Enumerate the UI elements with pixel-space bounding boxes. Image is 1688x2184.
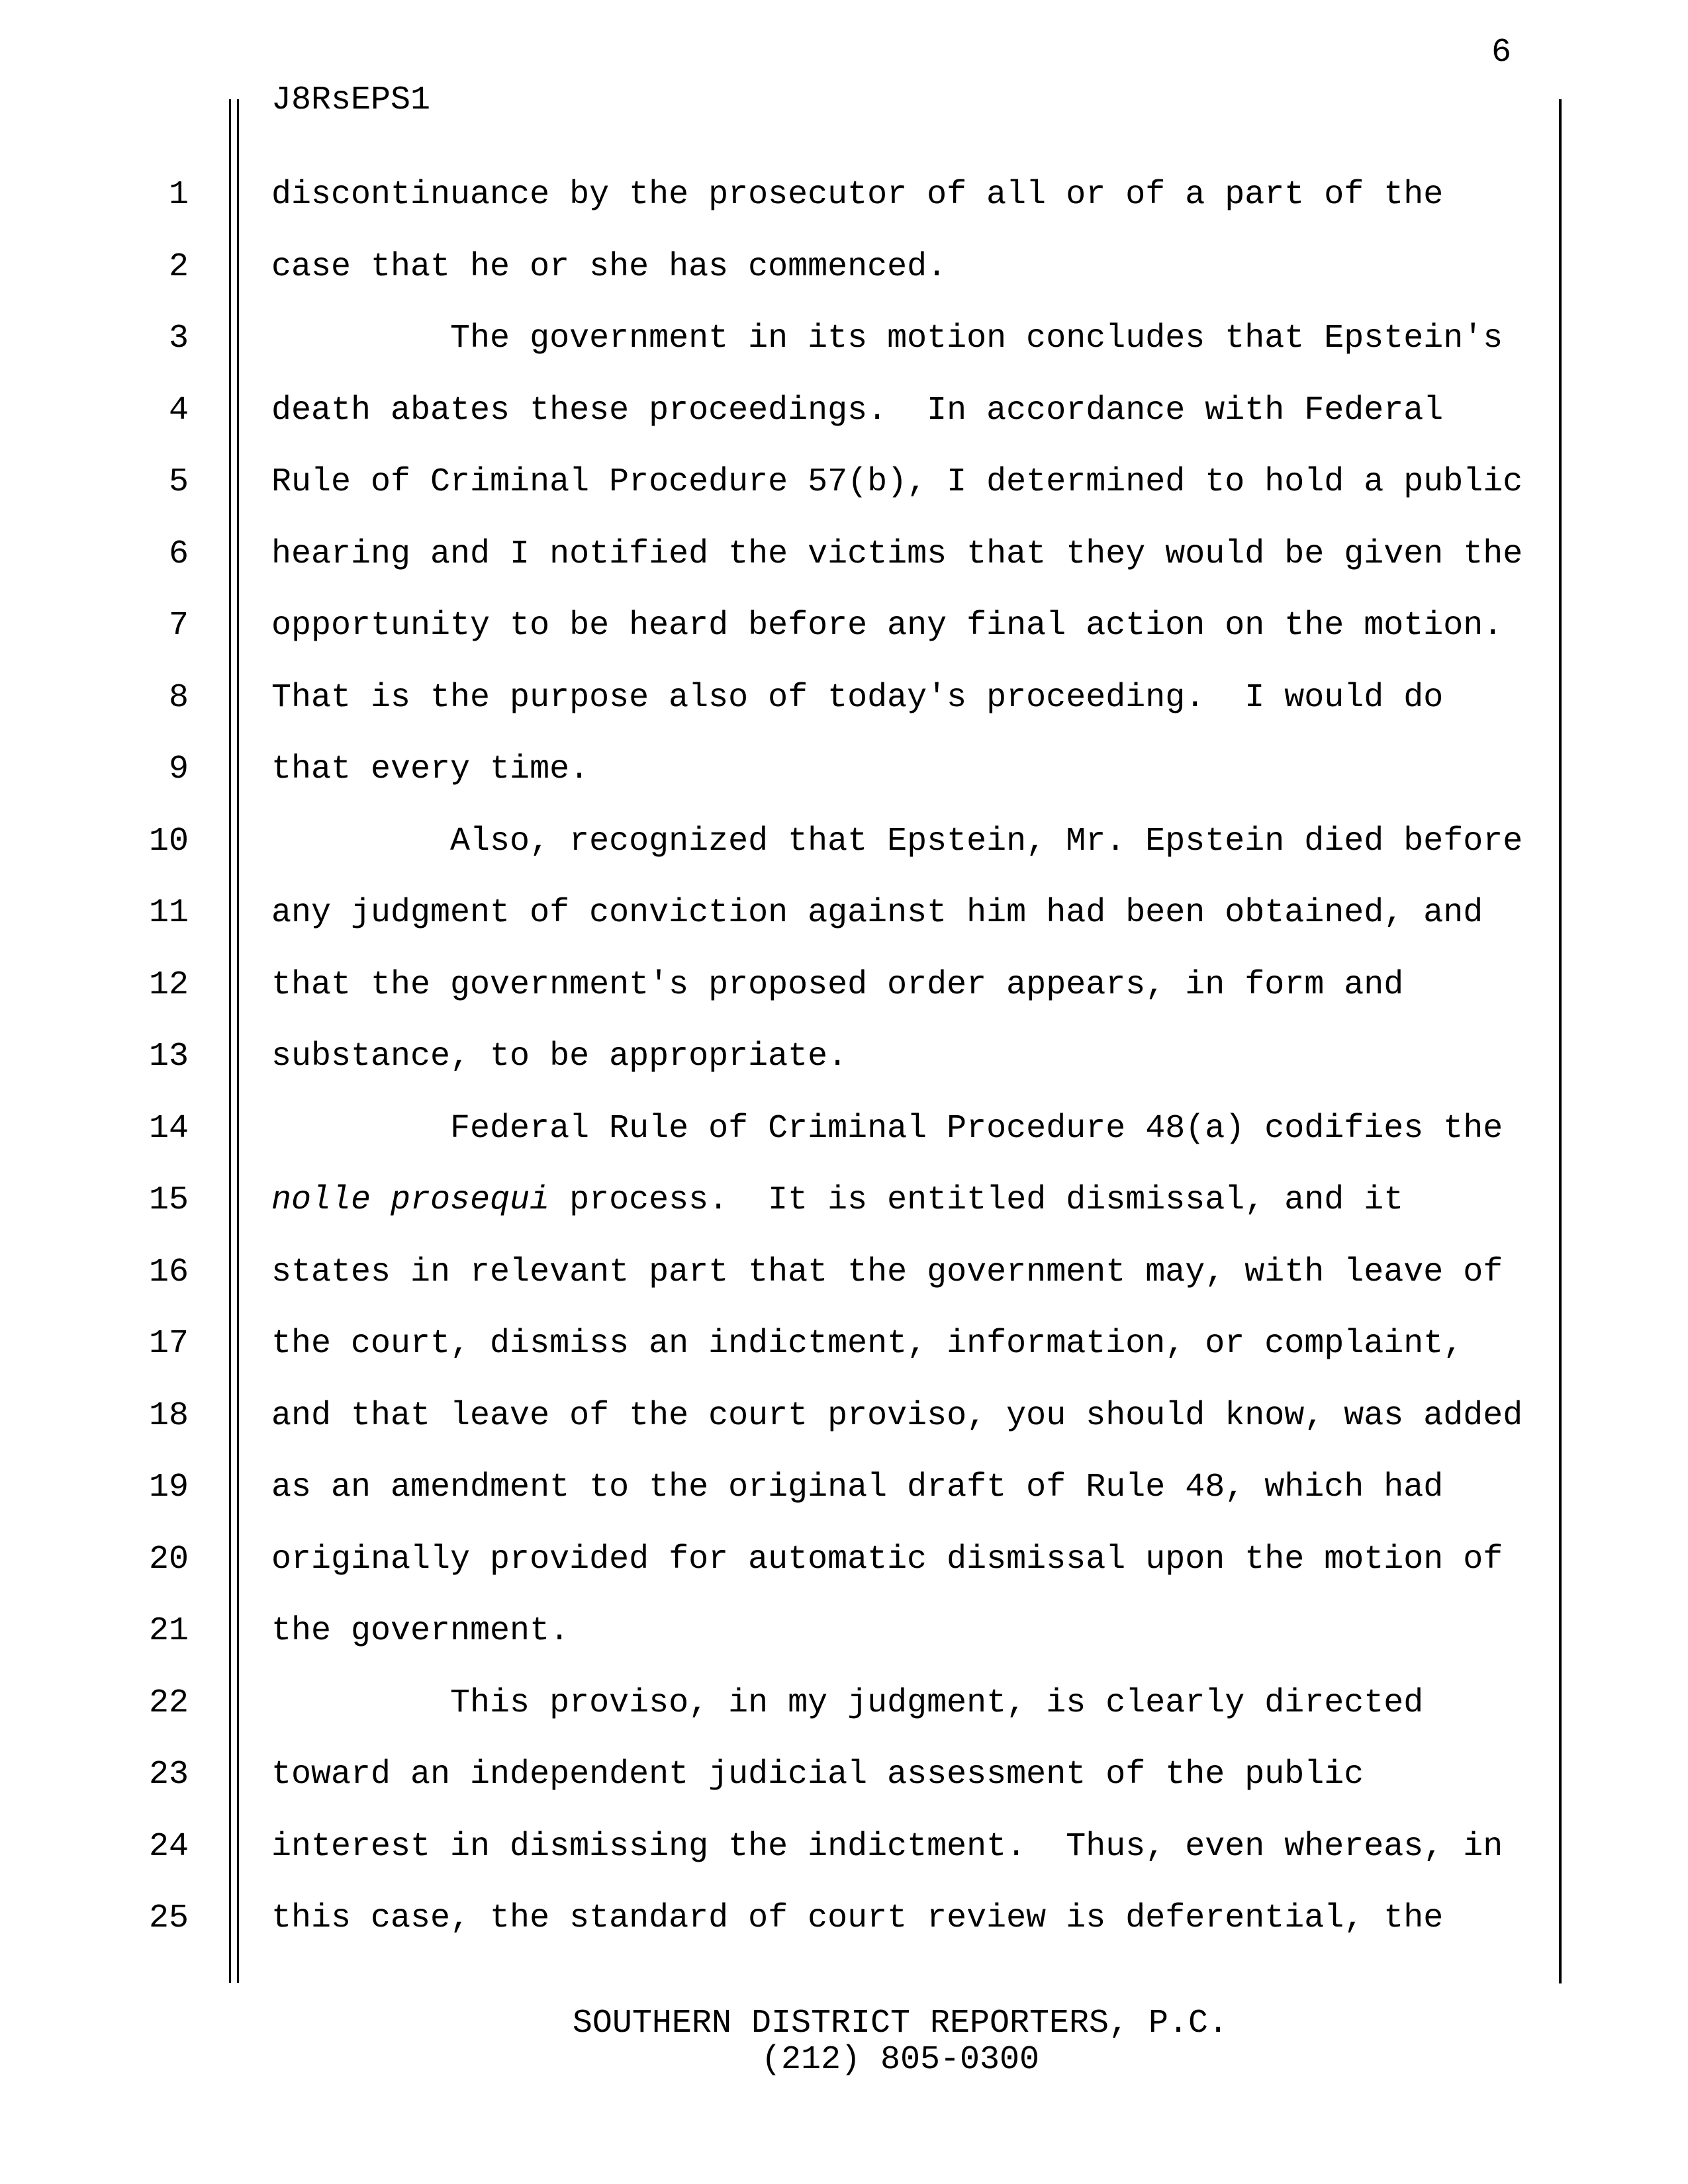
transcript-line — [271, 1111, 1503, 1147]
line-number: 10 — [148, 823, 189, 860]
transcript-line — [271, 752, 589, 788]
line-text-segment: This proviso, in my judgment, is clearly directed — [271, 1684, 1424, 1722]
transcript-line — [271, 1398, 1523, 1434]
line-number: 21 — [148, 1612, 189, 1650]
line-number: 20 — [148, 1541, 189, 1578]
line-text-segment: opportunity to be heard before any final action on the motion. — [271, 607, 1503, 645]
line-number: 13 — [148, 1038, 189, 1075]
line-number: 18 — [148, 1397, 189, 1435]
line-text-segment: the court, dismiss an indictment, information, or complaint, — [271, 1325, 1464, 1363]
transcript-line — [271, 1470, 1443, 1506]
right-margin-rule — [1559, 99, 1562, 1983]
transcript-line — [271, 1183, 1403, 1218]
line-number: 25 — [148, 1899, 189, 1937]
transcript-line — [271, 824, 1523, 860]
page-number: 6 — [1491, 34, 1512, 71]
line-text-segment: and that leave of the court proviso, you should know, was added — [271, 1397, 1523, 1435]
line-text-segment: That is the purpose also of today's proceeding. I would do — [271, 679, 1444, 717]
line-text-segment: Federal Rule of Criminal Procedure 48(a) codifies the — [271, 1110, 1503, 1148]
line-number: 12 — [148, 966, 189, 1004]
left-margin-rule-inner — [237, 99, 239, 1983]
line-number: 22 — [148, 1684, 189, 1722]
line-number: 7 — [168, 607, 189, 645]
transcript-line — [271, 465, 1523, 500]
line-text-segment: this case, the standard of court review is deferential, the — [271, 1899, 1444, 1937]
line-number: 24 — [148, 1828, 189, 1866]
transcript-line — [271, 1326, 1463, 1362]
line-number: 17 — [148, 1325, 189, 1363]
line-text-segment: the government. — [271, 1612, 570, 1650]
line-text-segment: Rule of Criminal Procedure 57(b), I determined to hold a public — [271, 463, 1523, 501]
line-text-segment: discontinuance by the prosecutor of all or of a part of the — [271, 176, 1444, 214]
transcript-line — [271, 393, 1443, 429]
line-number: 15 — [148, 1181, 189, 1219]
transcript-line — [271, 1255, 1503, 1291]
transcript-line — [271, 1686, 1423, 1721]
line-number: 9 — [168, 751, 189, 788]
transcript-line — [271, 250, 947, 285]
line-text-segment: process. It is entitled dismissal, and it — [549, 1181, 1404, 1219]
transcript-line — [271, 537, 1523, 572]
transcript-line — [271, 1901, 1443, 1936]
line-text-segment: as an amendment to the original draft of Rule 48, which had — [271, 1469, 1444, 1506]
line-text-segment: Also, recognized that Epstein, Mr. Epstein died before — [271, 823, 1523, 860]
transcript-line — [271, 177, 1443, 213]
transcript-line — [271, 1614, 569, 1649]
footer-reporter-name: SOUTHERN DISTRICT REPORTERS, P.C. — [572, 2005, 1229, 2042]
line-number: 2 — [168, 248, 189, 286]
line-number: 4 — [168, 392, 189, 430]
line-text-segment: interest in dismissing the indictment. Thus, even whereas, in — [271, 1828, 1503, 1866]
line-text-segment: hearing and I notified the victims that they would be given the — [271, 535, 1523, 573]
line-number: 8 — [168, 679, 189, 717]
line-number: 3 — [168, 320, 189, 357]
transcript-line — [271, 321, 1503, 357]
transcript-line — [271, 1829, 1503, 1865]
line-number: 23 — [148, 1756, 189, 1794]
line-text-segment: death abates these proceedings. In accordance with Federal — [271, 392, 1444, 430]
line-text-segment: states in relevant part that the government may, with leave of — [271, 1253, 1503, 1291]
line-text-segment: that every time. — [271, 751, 590, 788]
transcript-line — [271, 608, 1503, 644]
line-number: 16 — [148, 1253, 189, 1291]
line-number: 14 — [148, 1110, 189, 1148]
line-number: 1 — [168, 176, 189, 214]
line-number: 19 — [148, 1469, 189, 1506]
line-number: 11 — [148, 894, 189, 932]
transcript-line — [271, 968, 1403, 1003]
transcript-line — [271, 895, 1483, 931]
line-number: 5 — [168, 463, 189, 501]
transcript-header-id: J8RsEPS1 — [271, 81, 431, 119]
line-text-segment: case that he or she has commenced. — [271, 248, 947, 286]
line-text-segment: originally provided for automatic dismissal upon the motion of — [271, 1541, 1503, 1578]
line-text-segment: any judgment of conviction against him had been obtained, and — [271, 894, 1483, 932]
line-text-segment: The government in its motion concludes that Epstein's — [271, 320, 1503, 357]
line-number: 6 — [168, 535, 189, 573]
line-text-segment: substance, to be appropriate. — [271, 1038, 848, 1075]
latin-phrase-italic: nolle prosequi — [271, 1181, 550, 1219]
transcript-line — [271, 1542, 1503, 1578]
transcript-line — [271, 1039, 847, 1075]
line-text-segment: that the government's proposed order appears, in form and — [271, 966, 1404, 1004]
transcript-line — [271, 680, 1443, 716]
left-margin-rule-outer — [229, 99, 231, 1983]
line-text-segment: toward an independent judicial assessment of the public — [271, 1756, 1364, 1794]
footer-reporter-phone: (212) 805-0300 — [761, 2041, 1040, 2079]
transcript-line — [271, 1757, 1364, 1793]
